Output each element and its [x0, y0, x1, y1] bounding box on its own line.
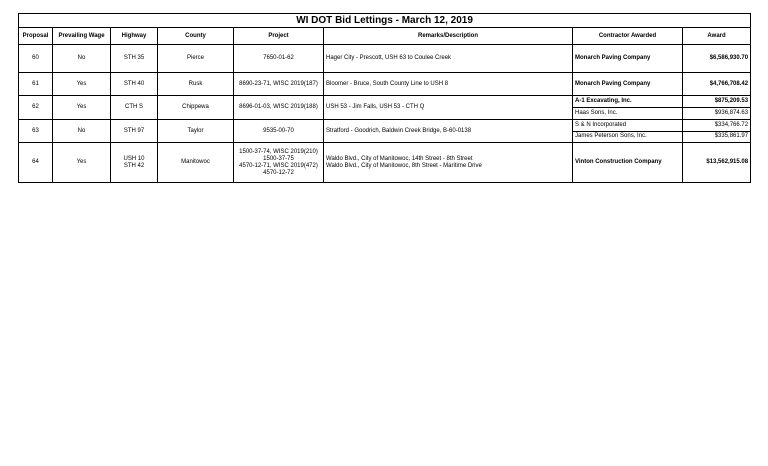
highway-line: CTH S [125, 104, 143, 110]
remarks-line: Waldo Blvd., City of Manitowoc, 8th Street - Maritime Drive [326, 162, 482, 169]
contractor-cell: Monarch Paving Company [573, 73, 683, 96]
prevailing-wage-cell: No [53, 45, 111, 73]
project-line: 1500-37-75 [263, 155, 294, 162]
prevailing-wage-cell: No [53, 120, 111, 143]
contractor-cell: A-1 Excavating, Inc. [573, 96, 683, 108]
header-county: County [158, 28, 234, 45]
highway-cell [111, 143, 158, 183]
remarks-line: USH 53 - Jim Falls, USH 53 - CTH Q [326, 104, 425, 110]
table-row [19, 45, 751, 73]
project-line: 7650-01-62 [263, 55, 294, 61]
contractor-cell: Haas Sons, Inc. [573, 108, 683, 120]
project-cell [234, 96, 324, 120]
highway-line: STH 35 [123, 55, 145, 61]
project-line: 4570-12-72 [263, 169, 294, 176]
highway-line: USH 10 [123, 155, 145, 162]
table-body [19, 45, 751, 183]
project-line: 4570-12-71, WISC 2019(472) [239, 162, 318, 169]
proposal-cell: 63 [19, 120, 53, 143]
header-highway: Highway [111, 28, 158, 45]
table-row [19, 120, 751, 132]
county-cell: Taylor [158, 120, 234, 143]
proposal-cell: 64 [19, 143, 53, 183]
project-line: 8690-23-71, WISC 2019(187) [239, 80, 318, 87]
contractor-cell: S & N Incorporated [573, 120, 683, 132]
award-cell: $936,874.63 [683, 108, 751, 120]
remarks-cell [324, 45, 573, 73]
header-project: Project [234, 28, 324, 45]
header-proposal: Proposal [19, 28, 53, 45]
award-cell: $875,209.53 [683, 96, 751, 108]
project-line: 8696-01-03, WISC 2019(188) [239, 104, 318, 110]
project-cell [234, 120, 324, 143]
county-cell: Manitowoc [158, 143, 234, 183]
contractor-cell: Monarch Paving Company [573, 45, 683, 73]
county-cell: Pierce [158, 45, 234, 73]
remarks-cell [324, 73, 573, 96]
remarks-line: Waldo Blvd., City of Manitowoc, 14th Street - 8th Street [326, 155, 473, 162]
proposal-cell: 60 [19, 45, 53, 73]
header-contractor: Contractor Awarded [573, 28, 683, 45]
prevailing-wage-cell: Yes [53, 96, 111, 120]
highway-line: STH 97 [123, 127, 145, 134]
table-row [19, 96, 751, 108]
award-cell: $13,562,915.08 [683, 143, 751, 183]
highway-cell [111, 45, 158, 73]
project-line: 1500-37-74, WISC 2019(210) [239, 148, 318, 155]
page-title: WI DOT Bid Lettings - March 12, 2019 [19, 14, 751, 28]
bid-lettings-table [18, 13, 751, 183]
remarks-cell [324, 96, 573, 120]
project-cell [234, 143, 324, 183]
table-row [19, 73, 751, 96]
highway-cell [111, 96, 158, 120]
proposal-cell: 61 [19, 73, 53, 96]
prevailing-wage-cell: Yes [53, 143, 111, 183]
award-cell: $335,861.97 [683, 131, 751, 143]
remarks-line: Stratford - Goodrich, Baldwin Creek Bridge, B-60-0138 [326, 127, 472, 134]
contractor-cell: Vinton Construction Company [573, 143, 683, 183]
remarks-line: Hager City - Prescott, USH 63 to Coulee Creek [326, 55, 452, 61]
bid-lettings-sheet [18, 13, 750, 183]
highway-line: STH 40 [123, 80, 145, 87]
proposal-cell: 62 [19, 96, 53, 120]
remarks-cell [324, 143, 573, 183]
county-cell: Rusk [158, 73, 234, 96]
award-cell: $4,766,708.42 [683, 73, 751, 96]
header-prevailing-wage: Prevailing Wage [53, 28, 111, 45]
county-cell: Chippewa [158, 96, 234, 120]
project-cell [234, 45, 324, 73]
award-cell: $334,766.72 [683, 120, 751, 132]
remarks-line: Bloomer - Bruce, South County Line to USH 8 [326, 80, 449, 87]
contractor-cell: James Peterson Sons, Inc. [573, 131, 683, 143]
prevailing-wage-cell: Yes [53, 73, 111, 96]
project-cell [234, 73, 324, 96]
award-cell: $6,586,930.70 [683, 45, 751, 73]
remarks-cell [324, 120, 573, 143]
project-line: 9535-00-70 [263, 127, 294, 134]
table-row [19, 143, 751, 183]
header-remarks: Remarks/Description [324, 28, 573, 45]
header-row [19, 28, 751, 45]
highway-line: STH 42 [123, 162, 145, 169]
highway-cell [111, 73, 158, 96]
highway-cell [111, 120, 158, 143]
header-award: Award [683, 28, 751, 45]
